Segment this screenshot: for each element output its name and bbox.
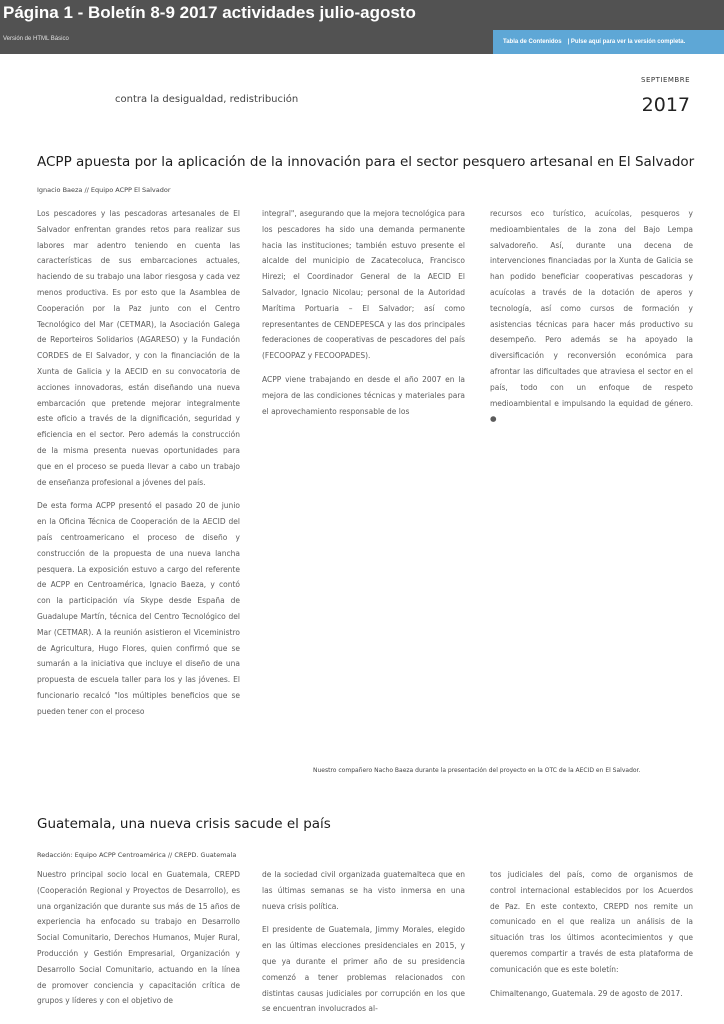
- paragraph: De esta forma ACPP presentó el pasado 20 de junio en la Oficina Técnica de Cooperación de la AECID del país centroamericano el proceso de diseño y construcción de la propuesta de una nueva lancha pesquera. La exposición estuvo a cargo del referente de ACPP en Centroamérica, Ignacio Baeza, y contó con la participación vía Skype desde España de Guadalupe Martín, técnica del Centro Tecnológico del Mar (CETMAR). A la reunión asistieron el Viceministro de Agricultura, Hugo Flores, quien confirmó que se sumarán a la iniciativa que incluye el diseño de una propuesta de escuela taller para los y las jóvenes. El funcionario recalcó "los múltiples beneficios que se pueden tener con el proceso: [37, 501, 240, 716]
- paragraph: ACPP viene trabajando en desde el año 2007 en la mejora de las condiciones técnicas y materiales para el aprovechamiento responsable de los: [262, 374, 465, 416]
- issue-year: 2017: [641, 94, 690, 116]
- article-column-2: [262, 867, 465, 1017]
- article-title: Guatemala, una nueva crisis sacude el país: [37, 816, 331, 832]
- document-page: [0, 54, 724, 1024]
- article-column-1: [37, 867, 240, 1009]
- full-version-link[interactable]: | Pulse aquí para ver la versión completa.: [567, 39, 686, 45]
- page-title: Página 1 - Boletín 8-9 2017 actividades julio-agosto: [3, 3, 416, 22]
- paragraph: recursos eco turístico, acuícolas, pesqueros y medioambientales de la zona del Bajo Lempa salvadoreño. Así, durante una decena de intervenciones financiadas por la Xunta de Galicia se han podido beneficiar cooperativas pescadoras y acuícolas a través de la dotación de aperos y tecnología, así como cursos de formación y asistencias técnicas para hacer más productivo su desempeño. Pero además se ha apoyado la diversificación y reconversión económica para afrontar las dificultades que atraviesa el sector en el país, todo con un enfoque de respeto medioambiental e impulsando la equidad de género. ●: [490, 209, 693, 424]
- paragraph: tos judiciales del país, como de organismos de control internacional establecidos por los Acuerdos de Paz. En este contexto, CREPD nos remite un comunicado en el que realiza un análisis de la situación tras los últimos acontecimientos y que queremos compartir a través de esta plataforma de comunicación que es este boletín:: [490, 870, 693, 974]
- text-fragment: contra la desigualdad, redistribución: [115, 94, 299, 105]
- paragraph: Chimaltenango, Guatemala. 29 de agosto de 2017.: [490, 988, 683, 998]
- article-byline: Redacción: Equipo ACPP Centroamérica // CREPD. Guatemala: [37, 851, 237, 859]
- article-column-2: [262, 206, 465, 419]
- article-byline: Ignacio Baeza // Equipo ACPP El Salvador: [37, 186, 171, 194]
- top-links: [493, 30, 724, 54]
- photo-caption: Nuestro compañero Nacho Baeza durante la presentación del proyecto en la OTC de la AECID en El Salvador.: [313, 767, 641, 774]
- article-column-3: [490, 206, 693, 427]
- paragraph: Los pescadores y las pescadoras artesanales de El Salvador enfrentan grandes retos para realizar sus labores mar adentro teniendo en cuenta las características de sus embarcaciones actuales, haciendo de su trabajo una labor riesgosa y cada vez menos productiva. Es por esto que la Asamblea de Cooperación por la Paz junto con el Centro Tecnológico del Mar (CETMAR), la Asociación Galega de Reporteiros Solidarios (AGARESO) y la Fundación CORDES de El Salvador, y con la financiación de la Xunta de Galicia y la AECID en su convocatoria de acciones innovadoras, están diseñando una nueva embarcación que pretende mejorar integralmente este oficio a través de la dignificación, seguridad y eficiencia en el sector. Pero además la construcción de la misma presenta nuevas oportunidades para que en el proceso se pueda llevar a cabo un trabajo de enseñanza profesional a jóvenes del país.: [37, 209, 240, 487]
- toc-link[interactable]: Tabla de Contenidos: [503, 39, 562, 45]
- paragraph: El presidente de Guatemala, Jimmy Morales, elegido en las últimas elecciones presidenciales en 2015, y que ya durante el primer año de su presidencia comenzó a tener problemas relacionados con distintas causas judiciales por corrupción en los que se encuentran involucrados al-: [262, 925, 465, 1014]
- html-version-label: Versión de HTML Básico: [3, 36, 69, 42]
- article-column-1: [37, 206, 240, 720]
- article-column-3: [490, 867, 693, 1001]
- paragraph: de la sociedad civil organizada guatemalteca que en las últimas semanas se ha visto inmersa en una nueva crisis política.: [262, 870, 465, 911]
- article-title: ACPP apuesta por la aplicación de la innovación para el sector pesquero artesanal en El Salvador: [37, 154, 695, 170]
- paragraph: Nuestro principal socio local en Guatemala, CREPD (Cooperación Regional y Proyectos de Desarrollo), es una organización que durante sus más de 15 años de experiencia ha enfocado su trabajo en Desarrollo Social Comunitario, Derechos Humanos, Mujer Rural, Producción y Gestión Empresarial, Organización y Desarrollo Social Comunitario, actuando en la línea de promover conciencia y capacitación crítica de grupos y líderes y con el objetivo de: [37, 870, 240, 1006]
- issue-month: SEPTIEMBRE: [641, 76, 690, 84]
- top-bar: [0, 0, 724, 54]
- paragraph: integral", asegurando que la mejora tecnológica para los pescadores ha sido una demanda permanente hacia las instituciones; también estuvo presente el alcalde del municipio de Zacatecoluca, Francisco Hirezi; el Coordinador General de la AECID El Salvador, Ignacio Nicolau; personal de la Autoridad Marítima Portuaria – El Salvador; así como representantes de CENDEPESCA y las dos principales federaciones de cooperativas de pescadores del país (FECOOPAZ y FECOOPADES).: [262, 209, 465, 361]
